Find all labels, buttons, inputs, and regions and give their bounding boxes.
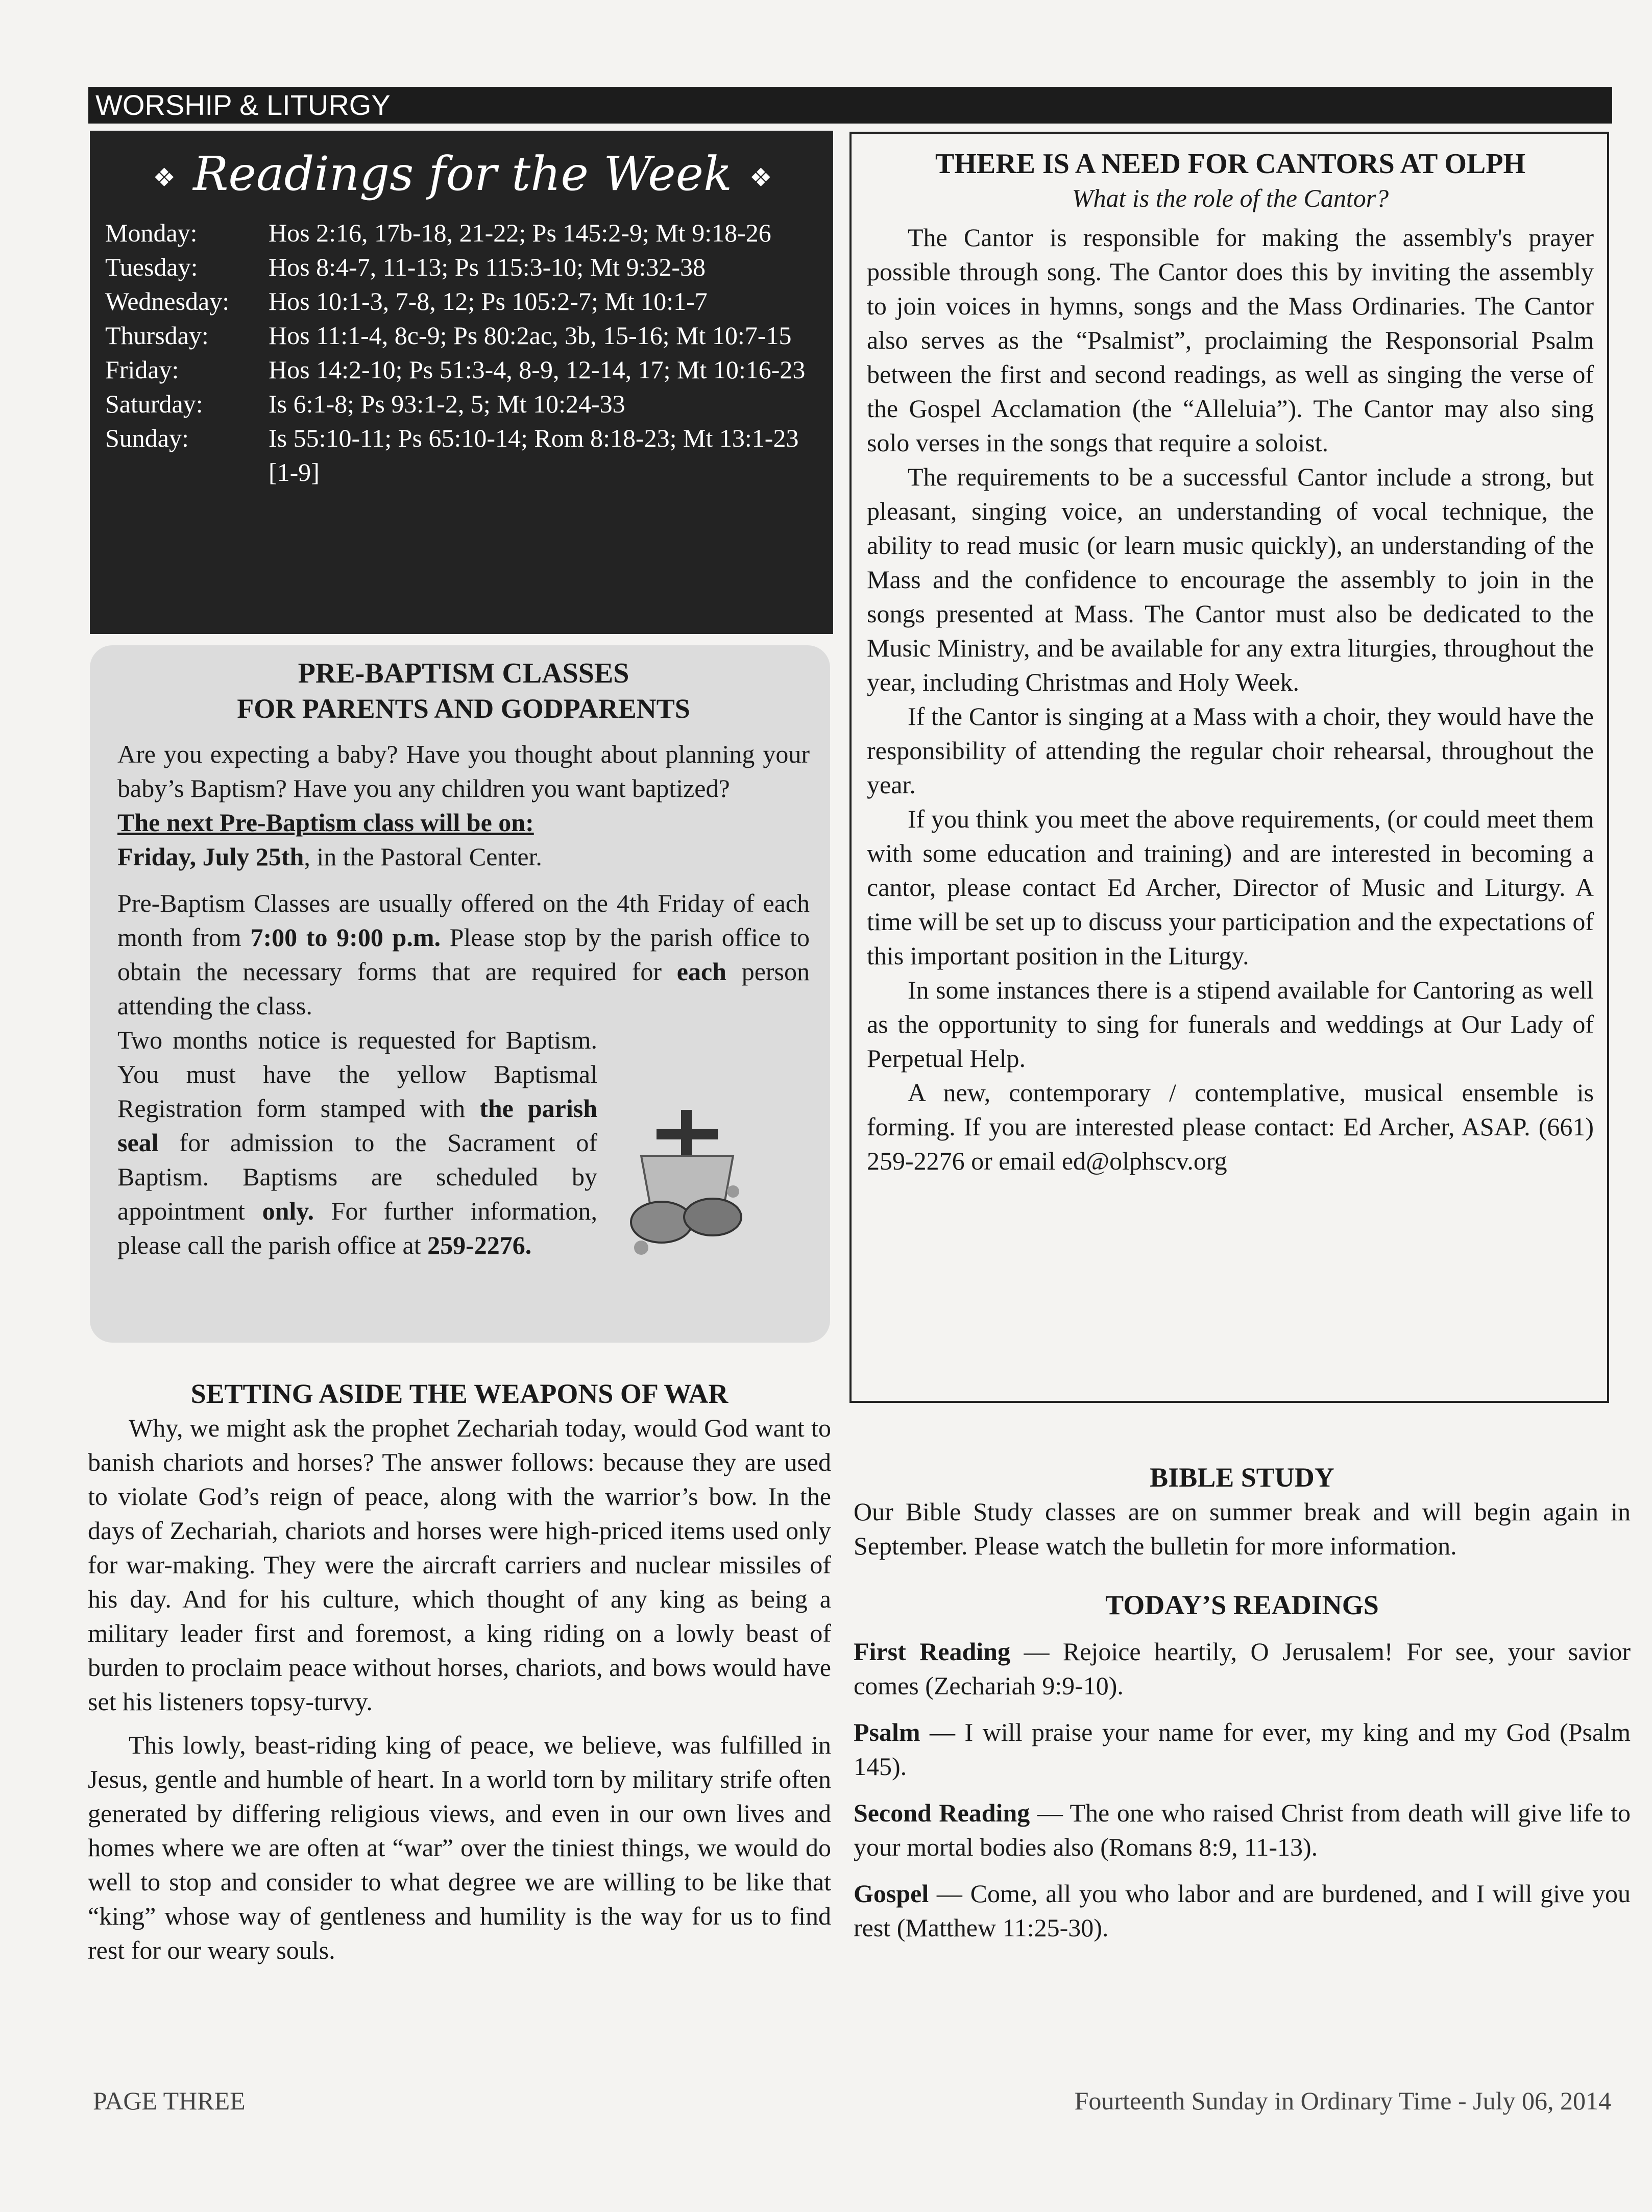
readings-for-week-box bbox=[90, 131, 833, 634]
reading-item: Psalm — I will praise your name for ever, my king and my God (Psalm 145). bbox=[854, 1718, 1631, 1781]
reading-row: Wednesday: Hos 10:1-3, 7-8, 12; Ps 105:2-7; Mt 10:1-7 bbox=[105, 287, 708, 316]
reading-row: Thursday: Hos 11:1-4, 8c-9; Ps 80:2ac, 3b, 15-16; Mt 10:7-15 bbox=[105, 321, 792, 350]
next-class-label: The next Pre-Baptism class will be on: bbox=[117, 808, 534, 837]
weapons-of-war-article bbox=[88, 1376, 831, 1967]
bible-title: BIBLE STUDY bbox=[1150, 1462, 1334, 1493]
readings-title-text: Readings for the Week bbox=[193, 147, 732, 201]
prebaptism-requirements: Two months notice is requested for Baptism. You must have the yellow Baptismal Registration form stamped with the parish seal for admission to the Sacrament of Baptism. Baptisms are scheduled by appointment only. For further information, please call the parish office at 259-2276. bbox=[117, 1026, 598, 1259]
baptism-font-cross-icon bbox=[621, 1110, 754, 1263]
reading-item: First Reading — Rejoice heartily, O Jerusalem! For see, your savior comes (Zechariah 9:9-10). bbox=[854, 1637, 1631, 1700]
cantor-paragraph: In some instances there is a stipend available for Cantoring as well as the opportunity to sing for funerals and weddings at Our Lady of Perpetual Help. bbox=[867, 976, 1594, 1073]
todays-readings-title: TODAY’S READINGS bbox=[1105, 1590, 1379, 1620]
cantor-title: THERE IS A NEED FOR CANTORS AT OLPH bbox=[935, 148, 1526, 180]
next-class-date: Friday, July 25th, in the Pastoral Center. bbox=[117, 842, 542, 871]
reading-row: Friday: Hos 14:2-10; Ps 51:3-4, 8-9, 12-14, 17; Mt 10:16-23 bbox=[105, 355, 806, 384]
bulletin-date: Fourteenth Sunday in Ordinary Time - July 06, 2014 bbox=[1074, 2086, 1611, 2115]
prebaptism-title: PRE-BAPTISM CLASSES bbox=[298, 658, 629, 689]
prebaptism-body: Pre-Baptism Classes are usually offered on the 4th Friday of each month from 7:00 to 9:00 p.m. Please stop by the parish office to obtain the necessary forms that are required for each person attending the class. bbox=[117, 889, 810, 1020]
pre-baptism-box bbox=[90, 645, 830, 1343]
page-number: PAGE THREE bbox=[93, 2086, 246, 2115]
cantor-paragraph: If the Cantor is singing at a Mass with a choir, they would have the responsibility of attending the regular choir rehearsal, throughout the year. bbox=[867, 702, 1594, 799]
war-paragraph: This lowly, beast-riding king of peace, we believe, was fulfilled in Jesus, gentle and humble of heart. In a world torn by military strife often generated by differing religious views, and even in our own lives and homes where we are often at “war” over the tiniest things, we would do well to stop and consider to what degree we are willing to be like that “king” whose way of gentleness and humility is the way for us to find rest for our weary souls. bbox=[88, 1731, 831, 1964]
cantor-paragraph: The Cantor is responsible for making the assembly's prayer possible through song. The Cantor does this by inviting the assembly to join voices in hymns, songs and the Mass Ordinaries. The Cantor also serves as the “Psalmist”, proclaiming the Responsorial Psalm between the first and second readings, as well as singing the verse of the Gospel Acclamation (the “Alleluia”). The Cantor may also sing solo verses in the songs that require a soloist. bbox=[867, 223, 1594, 457]
war-title: SETTING ASIDE THE WEAPONS OF WAR bbox=[190, 1378, 728, 1409]
cantor-paragraph: If you think you meet the above requirements, (or could meet them with some education and training) and are interested in becoming a cantor, please contact Ed Archer, Director of Music and Liturgy. A time will be set up to discuss your participation and the expectations of this important position in the Liturgy. bbox=[867, 805, 1594, 970]
reading-row: Saturday: Is 6:1-8; Ps 93:1-2, 5; Mt 10:24-33 bbox=[105, 390, 625, 419]
cantor-subtitle: What is the role of the Cantor? bbox=[1072, 184, 1389, 212]
bible-text: Our Bible Study classes are on summer break and will begin again in September. Please watch the bulletin for more information. bbox=[854, 1497, 1631, 1560]
prebaptism-intro: Are you expecting a baby? Have you thought about planning your baby’s Baptism? Have you any children you want baptized? bbox=[117, 740, 810, 803]
cantors-box bbox=[849, 132, 1609, 1403]
bible-study-section bbox=[854, 1460, 1631, 1945]
readings-title bbox=[105, 146, 820, 206]
cantor-paragraph: The requirements to be a successful Cantor include a strong, but pleasant, singing voice, an understanding of vocal technique, the ability to read music (or learn music quickly), an understanding of the Mass and the confidence to encourage the assembly to join in the songs presented at Mass. The Cantor must also be dedicated to the Music Ministry, and be available for any extra liturgies, throughout the year, including Christmas and Holy Week. bbox=[867, 463, 1594, 696]
prebaptism-subtitle: FOR PARENTS AND GODPARENTS bbox=[237, 693, 690, 724]
reading-row: Sunday: Is 55:10-11; Ps 65:10-14; Rom 8:18-23; Mt 13:1-23 [1-9] bbox=[105, 424, 799, 487]
diamond-ornament-icon: ❖ bbox=[749, 163, 772, 193]
diamond-ornament-icon: ❖ bbox=[153, 163, 176, 193]
war-paragraph: Why, we might ask the prophet Zechariah today, would God want to banish chariots and horses? The answer follows: because they are used to violate God’s reign of peace, along with the warrior’s bow. In the days of Zechariah, chariots and horses were high-priced items used only for war-making. They were the aircraft carriers and nuclear missiles of his day. And for his culture, which thought of any king as being a military leader first and foremost, a king riding on a lowly beast of burden to proclaim peace without horses, chariots, and bows would have set his listeners topsy-turvy. bbox=[88, 1414, 831, 1716]
section-band: WORSHIP & LITURGY bbox=[88, 87, 1612, 124]
reading-row: Tuesday: Hos 8:4-7, 11-13; Ps 115:3-10; Mt 9:32-38 bbox=[105, 253, 706, 282]
reading-item: Gospel — Come, all you who labor and are burdened, and I will give you rest (Matthew 11:25-30). bbox=[854, 1879, 1631, 1942]
reading-item: Second Reading — The one who raised Christ from death will give life to your mortal bodies also (Romans 8:9, 11-13). bbox=[854, 1798, 1631, 1861]
cantor-paragraph: A new, contemporary / contemplative, musical ensemble is forming. If you are interested please contact: Ed Archer, ASAP. (661) 259-2276 or email ed@olphscv.org bbox=[867, 1078, 1594, 1175]
reading-row: Monday: Hos 2:16, 17b-18, 21-22; Ps 145:2-9; Mt 9:18-26 bbox=[105, 218, 771, 248]
